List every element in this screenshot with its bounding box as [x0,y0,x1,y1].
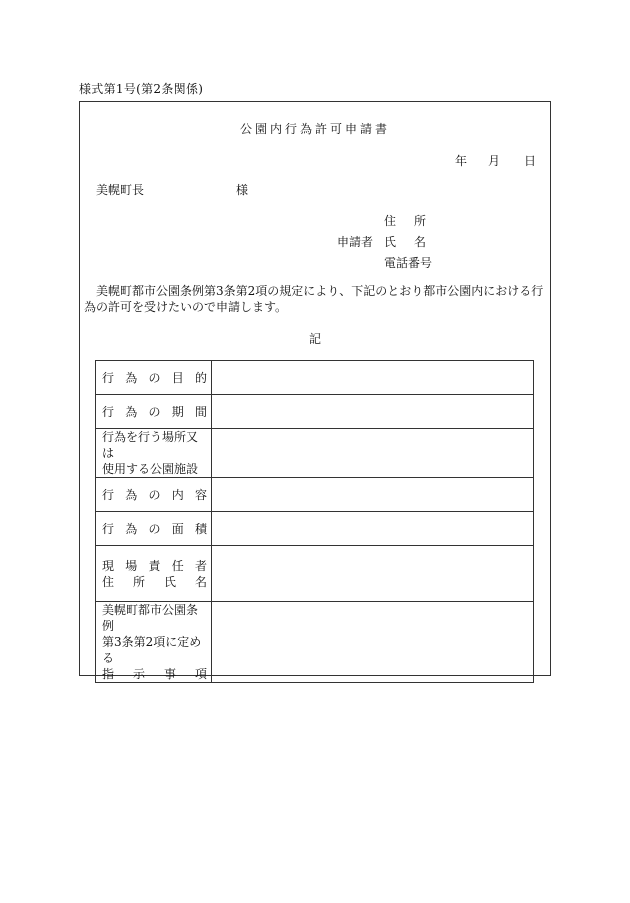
row-label-segment: 責 [148,558,161,573]
table-row [96,395,534,429]
row-label-line [102,634,207,666]
row-label-line [102,404,207,420]
ki-text: 記 [308,332,321,346]
table-row [96,361,534,395]
row-label-segment: 為 [125,370,138,385]
row-label-segment: 為 [125,404,138,419]
applicant-name-label: 氏名 [384,235,445,249]
addressee-honorific: 様 [236,183,249,197]
applicant-label: 申請者 [337,235,374,249]
table-row [96,602,534,683]
row-label [96,602,212,683]
row-label-segment: 期 [171,404,184,419]
table-row [96,478,534,512]
row-label [96,478,212,512]
row-label-segment: 目 [171,370,184,385]
row-value-field[interactable] [212,546,534,602]
row-label-segment: の [148,487,161,502]
row-label-segment: 容 [194,487,207,502]
row-label-segment: 住 [102,574,115,589]
applicant-phone-label: 電話番号 [384,256,433,270]
row-label [96,395,212,429]
row-value-field[interactable] [212,512,534,546]
row-label-segment: 事 [163,667,176,681]
row-label-segment: 行 [102,404,115,419]
row-label-segment: 為 [125,521,138,536]
row-label-segment: 的 [194,370,207,385]
date-year-label: 年 [455,154,468,168]
row-label-segment: 美幌町都市公園条例 [102,603,199,633]
row-label-segment: 面 [171,521,184,536]
row-label-segment: の [148,370,161,385]
row-label [96,512,212,546]
items-table [95,360,534,683]
row-label-segment: 使用する公園施設 [102,462,199,476]
table-row [96,512,534,546]
row-label-segment: 積 [194,521,207,536]
row-label-line [102,574,207,590]
row-label-segment: の [148,404,161,419]
row-label-segment: 間 [194,404,207,419]
row-label-segment: 現 [102,558,115,573]
row-label [96,546,212,602]
row-label-segment: 名 [194,574,207,589]
row-label-line [102,558,207,574]
addressee-name: 美幌町長 [96,183,145,197]
row-label-segment: 任 [171,558,184,573]
row-label-line [102,487,207,503]
row-label-segment: 行 [102,521,115,536]
row-label-segment: 内 [171,487,184,502]
application-statement: 美幌町都市公園条例第3条第2項の規定により、下記のとおり都市公園内における行為の許可を受けたいので申請します。 [84,284,544,314]
row-label-segment: 者 [194,558,207,573]
row-value-field[interactable] [212,429,534,478]
row-value-field[interactable] [212,395,534,429]
row-label-segment: の [148,521,161,536]
row-value-field[interactable] [212,478,534,512]
form-title-text: 公園内行為許可申請書 [239,122,390,136]
date-day-label: 日 [524,154,537,168]
row-label-segment: 第3条第2項に定める [102,635,202,665]
row-label-line [102,666,207,682]
ki-heading [0,330,630,347]
date-month-label: 月 [488,154,501,168]
row-label-segment: 氏 [163,574,176,589]
row-label-segment: 行 [102,370,115,385]
row-label [96,361,212,395]
applicant-address-label: 住所 [384,214,445,228]
row-label-segment: 為 [125,487,138,502]
form-title [0,120,630,137]
row-value-field[interactable] [212,602,534,683]
items-table-body [96,361,534,683]
row-label-segment: 行為を行う場所又は [102,430,199,460]
row-label-line [102,461,207,477]
row-label-segment: 所 [132,574,145,589]
row-label-line [102,602,207,634]
row-label-segment: 指 [102,667,115,681]
row-label [96,429,212,478]
row-value-field[interactable] [212,361,534,395]
table-row [96,546,534,602]
row-label-line [102,521,207,537]
row-label-segment: 項 [194,667,207,681]
row-label-segment: 場 [125,558,138,573]
form-number: 様式第1号(第2条関係) [79,82,204,96]
row-label-line [102,429,207,461]
row-label-segment: 行 [102,487,115,502]
row-label-line [102,370,207,386]
row-label-segment: 示 [132,667,145,681]
table-row [96,429,534,478]
